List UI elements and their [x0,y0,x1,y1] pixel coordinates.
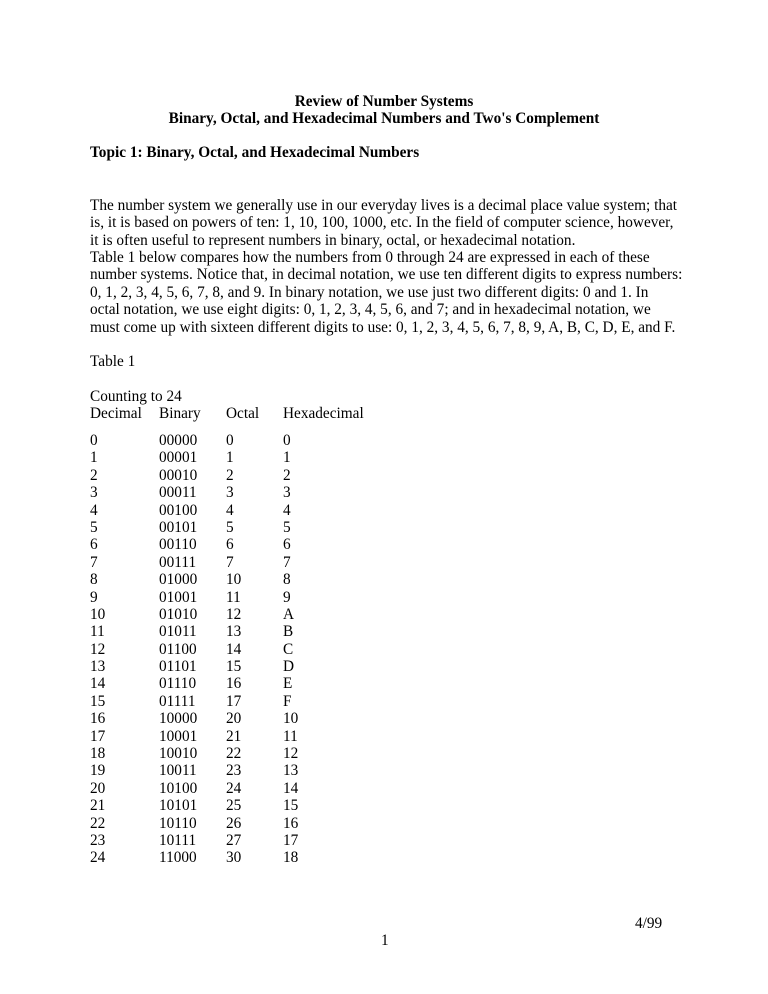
paragraph-line: must come up with sixteen different digits to use: 0, 1, 2, 3, 4, 5, 6, 7, 8, 9, A, B, C, D, E, and F. [90,318,676,336]
octal-cell: 2 [226,466,234,484]
paragraph-line: 0, 1, 2, 3, 4, 5, 6, 7, 8, and 9. In binary notation, we use just two different digits: 0 and 1. In [90,283,649,301]
column-header-hexadecimal: Hexadecimal [283,405,364,422]
octal-cell: 27 [226,831,242,849]
binary-cell: 00010 [159,466,198,484]
decimal-cell: 2 [90,466,98,484]
octal-cell: 12 [226,605,242,623]
hexadecimal-cell: 18 [283,849,299,867]
hexadecimal-cell: 17 [283,831,299,849]
column-header-binary: Binary [159,405,201,422]
octal-cell: 3 [226,484,234,502]
octal-cell: 17 [226,692,242,710]
decimal-cell: 16 [90,710,106,728]
decimal-cell: 3 [90,484,98,502]
octal-cell: 15 [226,658,242,676]
octal-cell: 5 [226,518,234,536]
hexadecimal-cell: 2 [283,466,291,484]
hexadecimal-cell: C [283,640,294,658]
hexadecimal-cell: 14 [283,779,299,797]
decimal-cell: 24 [90,849,106,867]
octal-cell: 21 [226,727,242,745]
octal-cell: 13 [226,623,242,641]
octal-cell: 22 [226,745,242,763]
octal-cell: 4 [226,501,234,519]
table-header-row [90,405,390,422]
paragraph-line: it is often useful to represent numbers in binary, octal, or hexadecimal notation. [90,231,576,249]
decimal-cell: 10 [90,605,106,623]
hexadecimal-cell: 7 [283,553,291,571]
binary-cell: 10111 [159,831,197,849]
octal-cell: 6 [226,536,234,554]
hexadecimal-cell: 13 [283,762,299,780]
binary-cell: 00110 [159,536,197,554]
decimal-cell: 0 [90,432,98,449]
binary-cell: 01100 [159,640,197,658]
table-description-paragraph [90,249,690,336]
binary-cell: 10010 [159,745,198,763]
binary-cell: 10001 [159,727,198,745]
hexadecimal-cell: 4 [283,501,291,519]
decimal-cell: 9 [90,588,98,606]
hexadecimal-cell: 9 [283,588,291,606]
decimal-cell: 8 [90,571,98,589]
hexadecimal-cell: 5 [283,518,291,536]
decimal-cell: 19 [90,762,106,780]
decimal-cell: 21 [90,797,106,815]
document-subtitle: Binary, Octal, and Hexadecimal Numbers and Two's Complement [168,110,600,127]
octal-cell: 10 [226,571,242,589]
binary-cell: 10110 [159,814,197,832]
hexadecimal-cell: A [283,605,295,623]
binary-cell: 01110 [159,675,197,693]
decimal-cell: 1 [90,449,98,467]
decimal-cell: 13 [90,658,106,676]
binary-cell: 11000 [159,849,197,867]
decimal-cell: 11 [90,623,105,641]
topic-heading: Topic 1: Binary, Octal, and Hexadecimal Numbers [90,144,420,161]
octal-cell: 26 [226,814,242,832]
hexadecimal-cell: B [283,623,294,641]
binary-cell: 10011 [159,762,197,780]
decimal-cell: 15 [90,692,106,710]
hexadecimal-cell: 8 [283,571,291,589]
binary-cell: 10101 [159,797,198,815]
paragraph-line: The number system we generally use in our everyday lives is a decimal place value system; that [90,197,678,214]
hexadecimal-cell: D [283,658,295,676]
hexadecimal-cell: F [283,692,292,710]
hexadecimal-cell: 11 [283,727,298,745]
decimal-cell: 18 [90,745,106,763]
decimal-cell: 7 [90,553,98,571]
binary-cell: 01000 [159,571,198,589]
column-header-decimal: Decimal [90,405,142,422]
binary-cell: 01011 [159,623,197,641]
binary-cell: 01111 [159,692,196,710]
octal-cell: 24 [226,779,242,797]
binary-cell: 00111 [159,553,197,571]
binary-cell: 00100 [159,501,198,519]
binary-cell: 00101 [159,518,198,536]
hexadecimal-cell: 6 [283,536,291,554]
decimal-cell: 14 [90,675,106,693]
hexadecimal-cell: 0 [283,432,291,449]
intro-paragraph [90,197,690,249]
hexadecimal-cell: 3 [283,484,291,502]
page-number: 1 [381,932,389,949]
binary-cell: 01001 [159,588,198,606]
table-label: Table 1 [90,353,136,370]
octal-cell: 23 [226,762,242,780]
octal-cell: 11 [226,588,241,606]
hexadecimal-cell: 16 [283,814,299,832]
document-date: 4/99 [635,915,663,932]
octal-cell: 7 [226,553,234,571]
octal-cell: 16 [226,675,242,693]
octal-cell: 30 [226,849,242,867]
decimal-cell: 22 [90,814,106,832]
hexadecimal-cell: 1 [283,449,291,467]
document-title: Review of Number Systems [294,93,474,110]
decimal-cell: 5 [90,518,98,536]
hexadecimal-cell: E [283,675,293,693]
octal-cell: 1 [226,449,234,467]
decimal-cell: 6 [90,536,98,554]
hexadecimal-cell: 15 [283,797,299,815]
octal-cell: 20 [226,710,242,728]
table-caption: Counting to 24 [90,388,182,405]
binary-cell: 01010 [159,605,198,623]
column-header-octal: Octal [226,405,260,422]
paragraph-line: Table 1 below compares how the numbers from 0 through 24 are expressed in each of these [90,249,650,266]
decimal-cell: 12 [90,640,106,658]
binary-cell: 00011 [159,484,197,502]
paragraph-line: octal notation, we use eight digits: 0, 1, 2, 3, 4, 5, 6, and 7; and in hexadecimal notation, we [90,301,651,319]
binary-cell: 00000 [159,432,198,449]
binary-cell: 10100 [159,779,198,797]
binary-cell: 10000 [159,710,198,728]
decimal-cell: 23 [90,831,106,849]
hexadecimal-cell: 10 [283,710,299,728]
octal-cell: 14 [226,640,242,658]
binary-cell: 01101 [159,658,197,676]
paragraph-line: is, it is based on powers of ten: 1, 10, 100, 1000, etc. In the field of computer science, however, [90,214,674,232]
octal-cell: 25 [226,797,242,815]
decimal-cell: 20 [90,779,106,797]
decimal-cell: 4 [90,501,98,519]
paragraph-line: number systems. Notice that, in decimal notation, we use ten different digits to express numbers: [90,266,683,284]
hexadecimal-cell: 12 [283,745,299,763]
octal-cell: 0 [226,432,234,449]
binary-cell: 00001 [159,449,198,467]
decimal-cell: 17 [90,727,106,745]
